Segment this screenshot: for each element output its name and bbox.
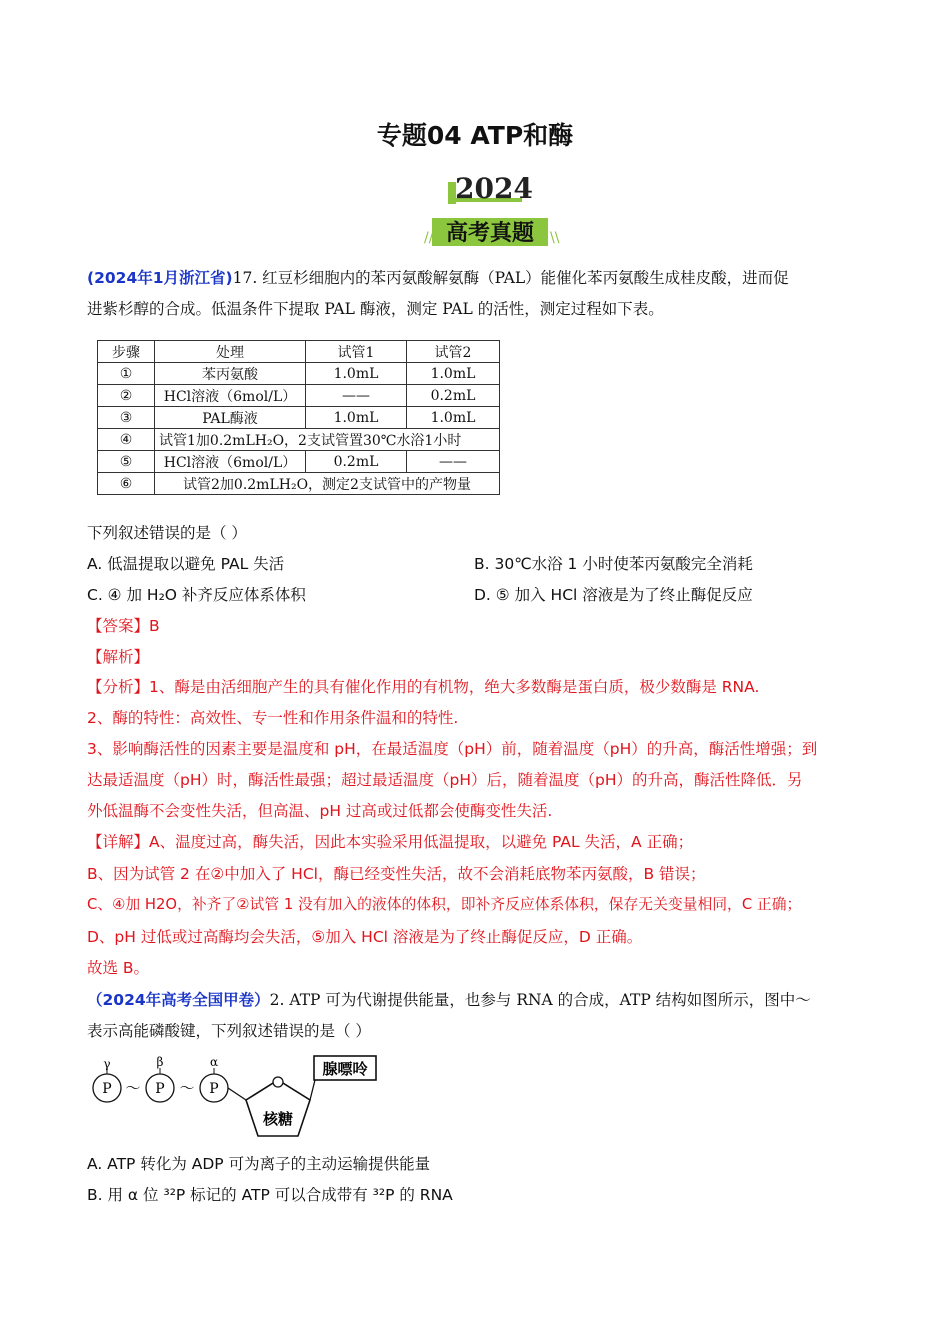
table-cell: ① bbox=[98, 363, 155, 385]
phosphate-gamma-label: P bbox=[102, 1081, 112, 1097]
q2-option-b: B. 用 α 位 ³²P 标记的 ATP 可以合成带有 ³²P 的 RNA bbox=[87, 1186, 453, 1204]
table-cell: ④ bbox=[98, 429, 155, 451]
banner-year: 2024 bbox=[455, 172, 533, 205]
explanation-line: 【详解】A、温度过高，酶失活，因此本实验采用低温提取，以避免 PAL 失活，A 正确； bbox=[87, 833, 694, 851]
table-row bbox=[98, 473, 500, 495]
q1-option-d: D. ⑤ 加入 HCl 溶液是为了终止酶促反应 bbox=[474, 586, 753, 604]
table-row bbox=[98, 407, 500, 429]
high-energy-bond: ～ bbox=[179, 1079, 195, 1097]
table-row bbox=[98, 385, 500, 407]
table-cell: PAL酶液 bbox=[155, 407, 306, 429]
phosphate-alpha-label: P bbox=[209, 1081, 219, 1097]
table-cell: 0.2mL bbox=[306, 451, 407, 473]
ribose-label: 核糖 bbox=[262, 1110, 294, 1128]
table-cell: 1.0mL bbox=[306, 363, 407, 385]
q2-stem-line2: 表示高能磷酸键，下列叙述错误的是（ ） bbox=[87, 1022, 371, 1040]
table-header-row bbox=[98, 341, 500, 363]
svg-text://: // bbox=[424, 230, 434, 246]
explanation-line: 达最适温度（pH）时，酶活性最强；超过最适温度（pH）后，随着温度（pH）的升高，酶活性降低．另 bbox=[87, 771, 803, 789]
table-row bbox=[98, 363, 500, 385]
year-banner-logo bbox=[410, 170, 570, 250]
table-cell: HCl溶液（6mol/L） bbox=[155, 451, 306, 473]
q2-stem-text1: 2. ATP 可为代谢提供能量，也参与 RNA 的合成，ATP 结构如图所示，图中～ bbox=[269, 991, 811, 1009]
explanation-line: 3、影响酶活性的因素主要是温度和 pH，在最适温度（pH）前，随着温度（pH）的升高，酶活性增强；到 bbox=[87, 740, 818, 758]
explanation-line: C、④加 H2O，补齐了②试管 1 没有加入的液体的体积，即补齐反应体系体积，保存无关变量相同，C 正确； bbox=[87, 896, 802, 913]
q2-stem-line1 bbox=[87, 990, 811, 1010]
table-cell: 试管2加0.2mLH₂O，测定2支试管中的产物量 bbox=[155, 473, 500, 495]
explanation-line: 2、酶的特性：高效性、专一性和作用条件温和的特性. bbox=[87, 709, 459, 727]
table-cell: ⑤ bbox=[98, 451, 155, 473]
beta-label: β bbox=[156, 1055, 164, 1069]
adenine-label: 腺嘌呤 bbox=[322, 1060, 368, 1078]
q1-option-a: A. 低温提取以避免 PAL 失活 bbox=[87, 555, 285, 573]
high-energy-bond: ～ bbox=[125, 1079, 141, 1097]
table-cell: 1.0mL bbox=[407, 363, 500, 385]
q1-analysis-label: 【解析】 bbox=[87, 648, 150, 666]
phosphate-beta-label: P bbox=[155, 1081, 165, 1097]
table-cell: ② bbox=[98, 385, 155, 407]
explanation-line: B、因为试管 2 在②中加入了 HCl，酶已经变性失活，故不会消耗底物苯丙氨酸，B 错误； bbox=[87, 865, 706, 883]
table-row bbox=[98, 429, 500, 451]
q2-source: （2024年高考全国甲卷） bbox=[87, 991, 270, 1009]
q1-answer: 【答案】B bbox=[87, 617, 160, 635]
atp-structure-diagram bbox=[88, 1052, 388, 1142]
q1-source: (2024年1月浙江省) bbox=[87, 269, 233, 287]
q1-steps-table bbox=[97, 340, 500, 495]
table-cell: 试管1加0.2mLH₂O，2支试管置30℃水浴1小时 bbox=[155, 429, 500, 451]
table-header: 处理 bbox=[155, 341, 306, 363]
q1-option-c: C. ④ 加 H₂O 补齐反应体系体积 bbox=[87, 586, 306, 604]
table-header: 试管1 bbox=[306, 341, 407, 363]
table-cell: 1.0mL bbox=[407, 407, 500, 429]
q2-option-a: A. ATP 转化为 ADP 可为离子的主动运输提供能量 bbox=[87, 1155, 431, 1173]
explanation-line: D、pH 过低或过高酶均会失活，⑤加入 HCl 溶液是为了终止酶促反应，D 正确。 bbox=[87, 928, 643, 946]
table-cell: 0.2mL bbox=[407, 385, 500, 407]
table-row bbox=[98, 451, 500, 473]
q1-option-b: B. 30℃水浴 1 小时使苯丙氨酸完全消耗 bbox=[474, 555, 753, 573]
gamma-label: γ bbox=[103, 1057, 111, 1071]
table-header: 步骤 bbox=[98, 341, 155, 363]
table-cell: —— bbox=[407, 451, 500, 473]
table-cell: HCl溶液（6mol/L） bbox=[155, 385, 306, 407]
table-header: 试管2 bbox=[407, 341, 500, 363]
banner-subtitle: 高考真题 bbox=[445, 221, 535, 246]
explanation-line: 外低温酶不会变性失活，但高温、pH 过高或过低都会使酶变性失活. bbox=[87, 802, 553, 820]
table-cell: 1.0mL bbox=[306, 407, 407, 429]
q1-stem-line2: 进紫杉醇的合成。低温条件下提取 PAL 酶液，测定 PAL 的活性，测定过程如下表。 bbox=[87, 300, 664, 318]
svg-text:\\: \\ bbox=[550, 230, 560, 246]
table-cell: ⑥ bbox=[98, 473, 155, 495]
table-cell: 苯丙氨酸 bbox=[155, 363, 306, 385]
explanation-line: 故选 B。 bbox=[87, 959, 150, 977]
q1-stem-line1 bbox=[87, 268, 789, 288]
page-title: 专题04 ATP和酶 bbox=[376, 121, 574, 150]
alpha-label: α bbox=[209, 1055, 219, 1069]
q1-stem-text1: 17. 红豆杉细胞内的苯丙氨酸解氨酶（PAL）能催化苯丙氨酸生成桂皮酸，进而促 bbox=[232, 269, 789, 287]
q1-question: 下列叙述错误的是（ ） bbox=[87, 524, 247, 542]
explanation-line: 【分析】1、酶是由活细胞产生的具有催化作用的有机物，绝大多数酶是蛋白质，极少数酶是 RNA. bbox=[87, 678, 760, 696]
table-cell: —— bbox=[306, 385, 407, 407]
table-cell: ③ bbox=[98, 407, 155, 429]
